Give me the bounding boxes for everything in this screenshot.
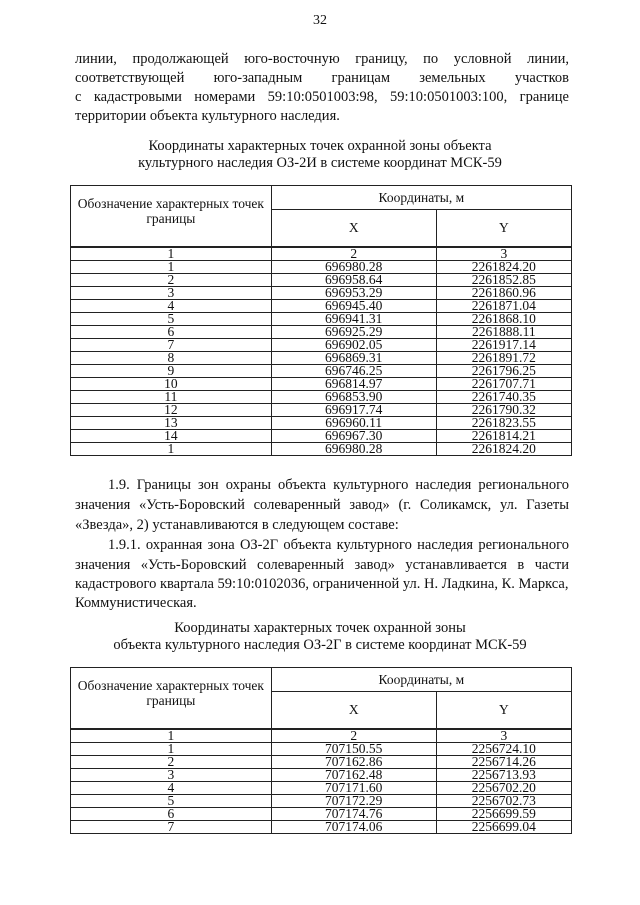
y-cell: 2256724.10 [436,743,571,756]
header-x: X [271,691,436,729]
point-cell: 11 [71,391,272,404]
table1-title: культурного наследия ОЗ-2И в системе координат МСК-59 [138,155,502,171]
y-cell: 3 [436,729,571,743]
x-cell: 696967.30 [271,430,436,443]
table2-title: Координаты характерных точек охранной зоны [174,620,466,636]
x-cell: 707174.06 [271,821,436,834]
x-cell: 696980.28 [271,261,436,274]
y-cell: 2261796.25 [436,365,571,378]
y-cell: 2261868.10 [436,313,571,326]
intro-line: линии, продолжающей юго-восточную границу, по условной линии, [75,51,569,67]
x-cell: 696980.28 [271,443,436,456]
y-cell: 2256714.26 [436,756,571,769]
table2-title: объекта культурного наследия ОЗ-2Г в системе координат МСК-59 [113,637,527,653]
x-cell: 696869.31 [271,352,436,365]
para-1-9-1-line: 1.9.1. охранная зона ОЗ-2Г объекта культурного наследия регионального [108,537,569,553]
x-cell: 707174.76 [271,808,436,821]
y-cell: 2261888.11 [436,326,571,339]
point-cell: 2 [71,756,272,769]
table1-body [71,247,572,456]
y-cell: 2261824.20 [436,443,571,456]
page-number: 32 [313,13,327,28]
para-1-9-line: «Звезда», 2) устанавливаются в следующем составе: [75,517,399,533]
x-cell: 696902.05 [271,339,436,352]
intro-line: с кадастровыми номерами 59:10:0501003:98, 59:10:0501003:100, границе [75,89,569,105]
x-cell: 696958.64 [271,274,436,287]
point-cell: 1 [71,261,272,274]
point-cell: 14 [71,430,272,443]
point-cell: 10 [71,378,272,391]
x-cell: 707171.60 [271,782,436,795]
para-1-9-1-line: кадастрового квартала 59:10:0102036, ограниченной ул. Н. Ладкина, К. Маркса, [75,576,569,592]
y-cell: 3 [436,247,571,261]
table-row [71,821,572,834]
y-cell: 2256702.20 [436,782,571,795]
y-cell: 2256699.04 [436,821,571,834]
para-1-9-1-line: Коммунистическая. [75,595,197,611]
header-coordinates: Координаты, м [271,668,571,692]
point-cell: 6 [71,808,272,821]
y-cell: 2261852.85 [436,274,571,287]
y-cell: 2256702.73 [436,795,571,808]
point-cell: 1 [71,247,272,261]
point-cell: 2 [71,274,272,287]
y-cell: 2261860.96 [436,287,571,300]
y-cell: 2261823.55 [436,417,571,430]
x-cell: 696945.40 [271,300,436,313]
point-cell: 7 [71,339,272,352]
x-cell: 2 [271,729,436,743]
point-cell: 9 [71,365,272,378]
point-cell: 1 [71,443,272,456]
para-1-9-line: значения «Усть-Боровский солеваренный завод» (г. Соликамск, ул. Газеты [75,497,569,513]
header-coordinates: Координаты, м [271,186,571,210]
table2-body [71,729,572,834]
y-cell: 2261891.72 [436,352,571,365]
point-cell: 6 [71,326,272,339]
x-cell: 696853.90 [271,391,436,404]
para-1-9-line: 1.9. Границы зон охраны объекта культурного наследия регионального [108,477,569,493]
point-cell: 5 [71,313,272,326]
table-row [71,443,572,456]
x-cell: 707150.55 [271,743,436,756]
point-cell: 8 [71,352,272,365]
x-cell: 696746.25 [271,365,436,378]
table1 [70,185,572,456]
x-cell: 707172.29 [271,795,436,808]
header-point-label: Обозначение характерных точек границы [71,186,272,248]
point-cell: 5 [71,795,272,808]
intro-line: территории объекта культурного наследия. [75,108,340,124]
x-cell: 696941.31 [271,313,436,326]
header-y: Y [436,209,571,247]
point-cell: 3 [71,769,272,782]
table2 [70,667,572,834]
y-cell: 2261707.71 [436,378,571,391]
y-cell: 2256713.93 [436,769,571,782]
y-cell: 2256699.59 [436,808,571,821]
table1-title: Координаты характерных точек охранной зоны объекта [148,138,492,154]
point-cell: 1 [71,743,272,756]
point-cell: 7 [71,821,272,834]
para-1-9-1-line: значения «Усть-Боровский солеваренный завод» устанавливается в части [75,557,569,573]
point-cell: 4 [71,300,272,313]
point-cell: 13 [71,417,272,430]
header-x: X [271,209,436,247]
x-cell: 696917.74 [271,404,436,417]
point-cell: 3 [71,287,272,300]
header-point-label: Обозначение характерных точек границы [71,668,272,730]
y-cell: 2261740.35 [436,391,571,404]
y-cell: 2261824.20 [436,261,571,274]
x-cell: 696953.29 [271,287,436,300]
header-y: Y [436,691,571,729]
point-cell: 1 [71,729,272,743]
y-cell: 2261814.21 [436,430,571,443]
x-cell: 696925.29 [271,326,436,339]
intro-line: соответствующей юго-западным границам земельных участков [75,70,569,86]
x-cell: 696960.11 [271,417,436,430]
point-cell: 12 [71,404,272,417]
x-cell: 2 [271,247,436,261]
y-cell: 2261917.14 [436,339,571,352]
x-cell: 707162.48 [271,769,436,782]
x-cell: 707162.86 [271,756,436,769]
y-cell: 2261790.32 [436,404,571,417]
x-cell: 696814.97 [271,378,436,391]
point-cell: 4 [71,782,272,795]
y-cell: 2261871.04 [436,300,571,313]
